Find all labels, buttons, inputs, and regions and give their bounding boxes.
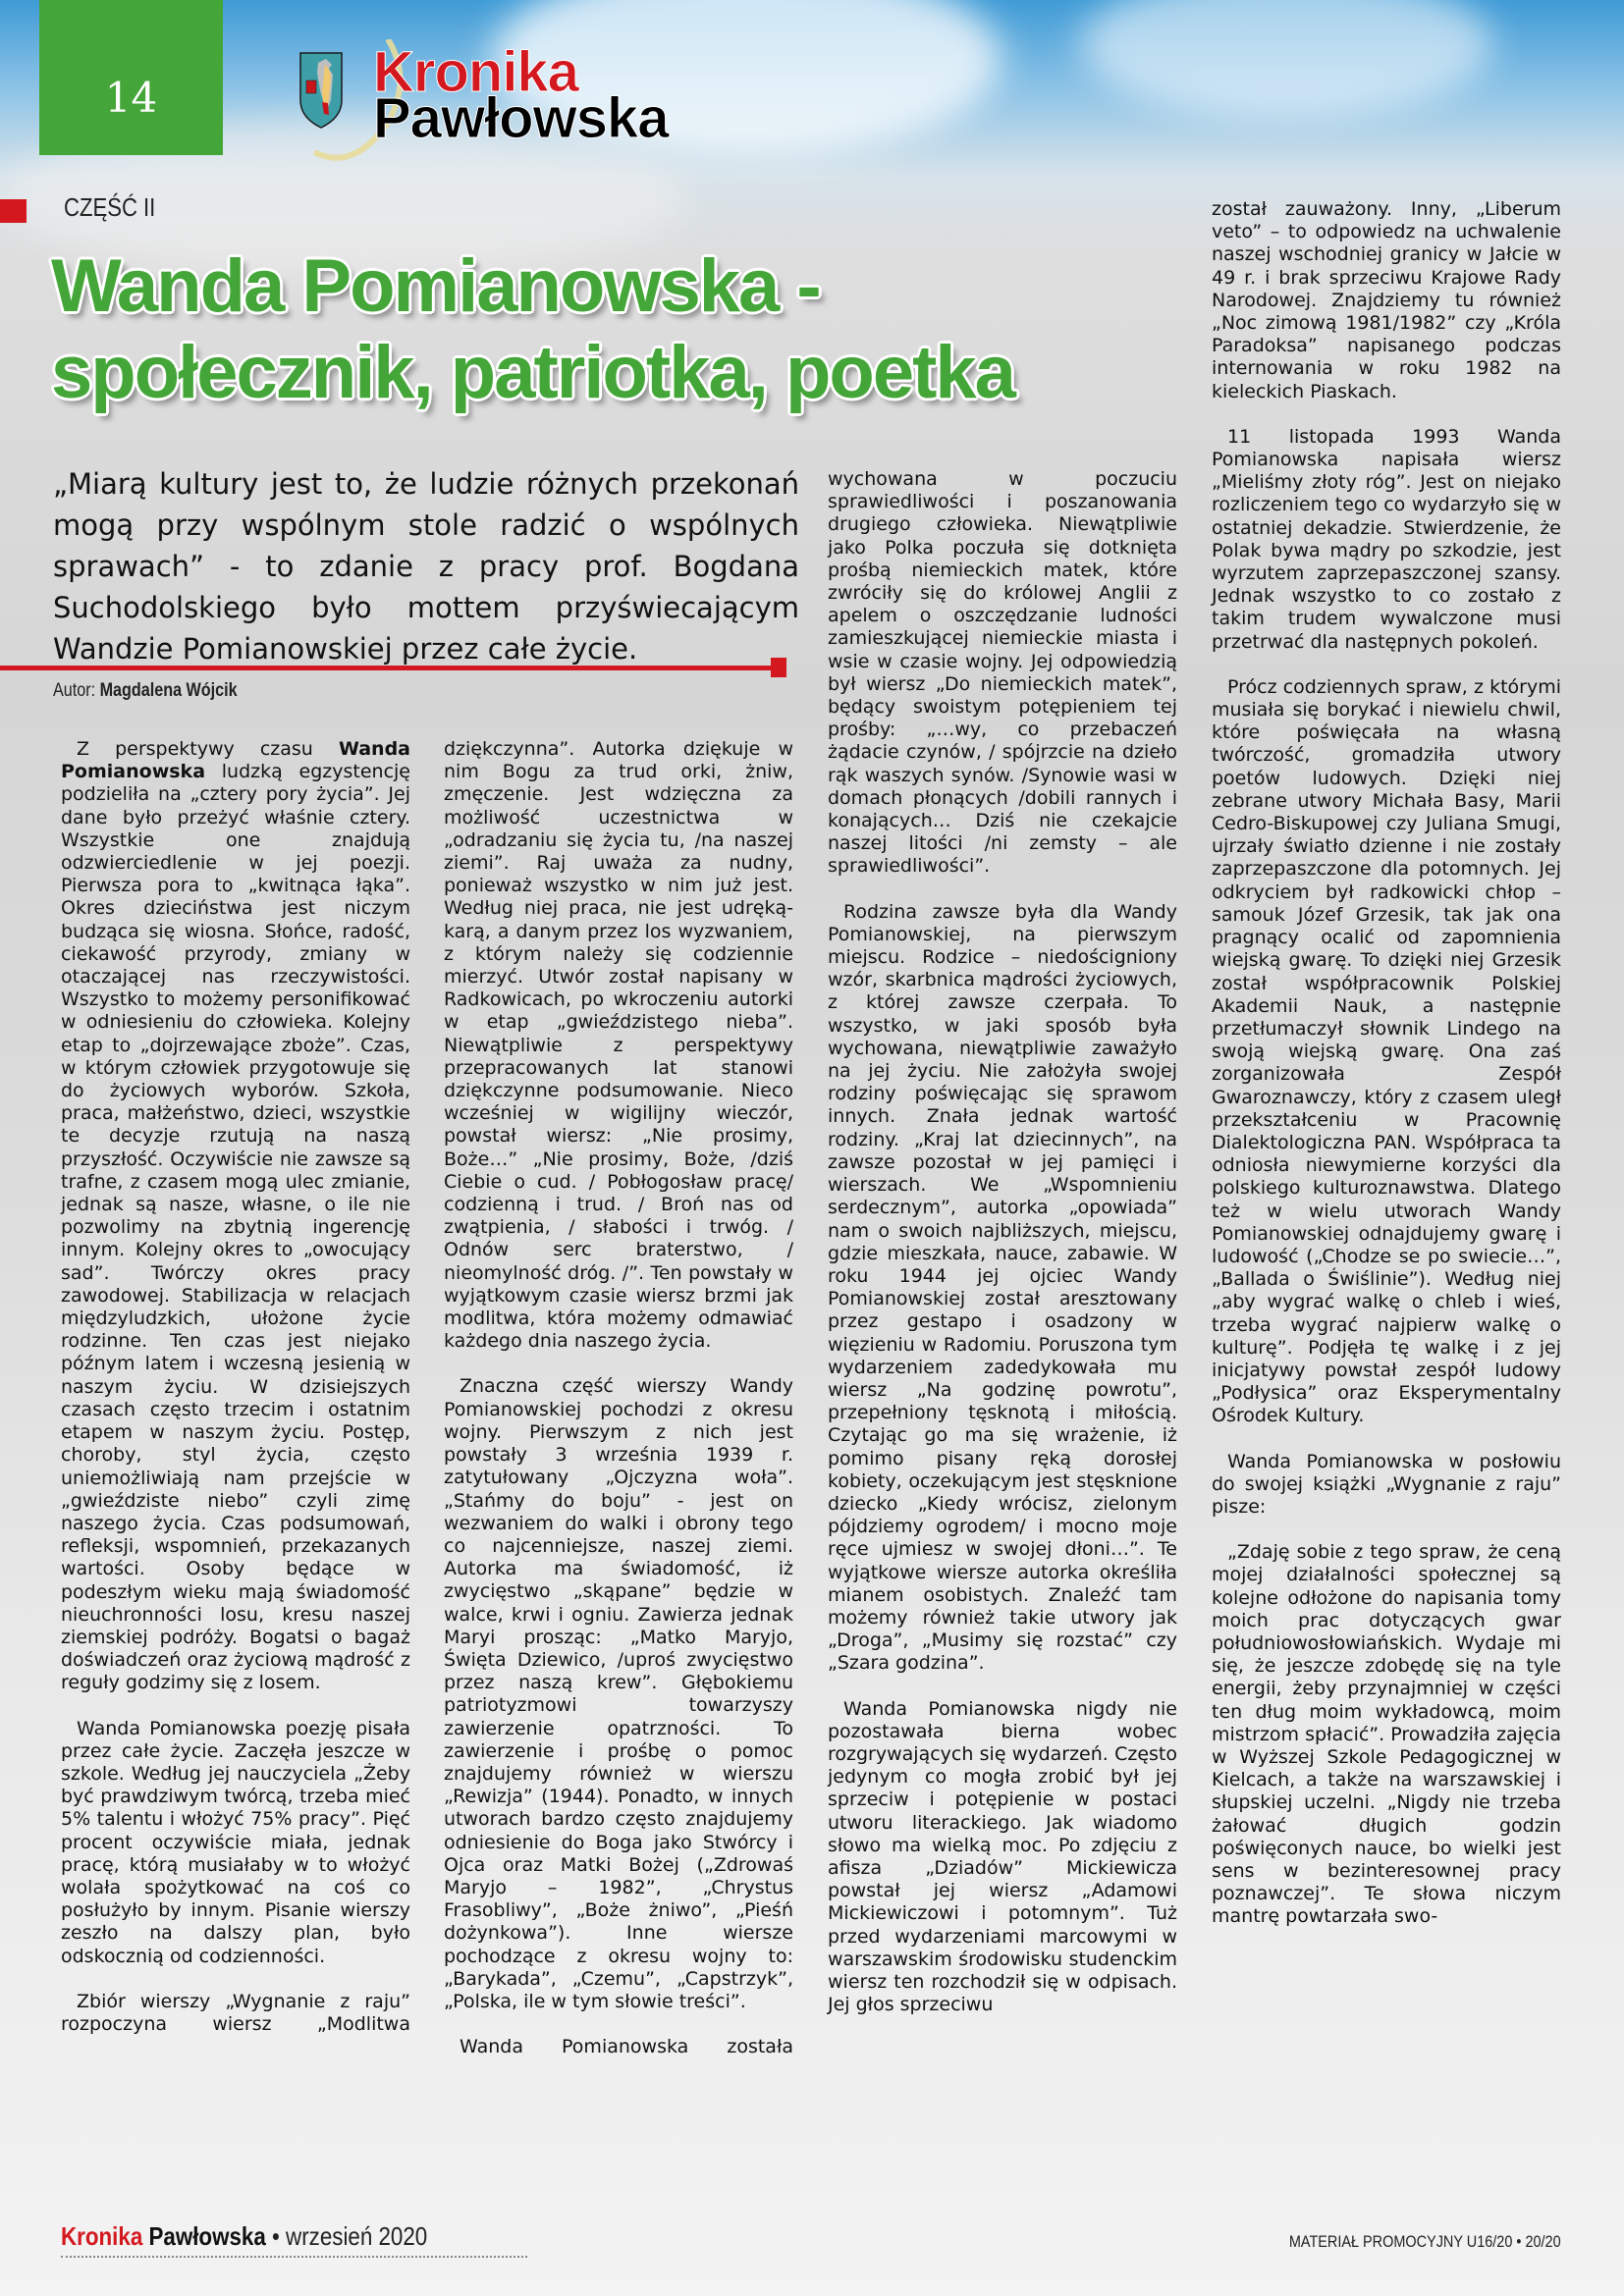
paragraph: został zauważony. Inny, „Liberum veto” – to odpowiedz na uchwalenie naszej wschodniej granicy w Jałcie w 49 r. i brak sprzeciwu Krajowe Rady Narodowej. Znajdziemy tu również „Noc zimową 1981/1982” czy „Króla Paradoksa” napisanego podczas internowania w roku 1982 na kieleckich Piaskach.: [1212, 198, 1561, 402]
paragraph: Wanda Pomianowska została: [460, 2036, 793, 2058]
article-lead: „Miarą kultury jest to, że ludzie różnych przekonań mogą przy wspólnym stole radzić o wspólnych sprawach” - to zdanie z pracy prof. Bogdana Suchodolskiego było mottem przyświecającym Wandzie Pomianowskiej przez całe życie.: [53, 467, 799, 666]
article-column-4: [1212, 198, 1561, 1951]
paragraph: Wanda Pomianowska w posłowiu do swojej książki „Wygnanie z raju” pisze:: [1212, 1450, 1561, 1518]
paragraph: 11 listopada 1993 Wanda Pomianowska napisała wiersz „Mieliśmy złoty róg”. Jest on niejako rozliczeniem tego co wydarzyło się w ostatniej dekadzie. Stwierdzenie, że Polak bywa mądry po szkodzie, jest wyrzutem zaprzepaszczonej szansy. Jednak wszystko to co zostało z takim trudem wywalczone musi przetrwać dla następnych pokoleń.: [1212, 425, 1561, 653]
article-title-line-1: Wanda Pomianowska -: [51, 244, 820, 328]
page-number: 14: [39, 0, 223, 155]
paragraph: Zbiór wierszy „Wygnanie z raju” rozpoczyna wiersz „Modlitwa: [61, 1990, 410, 2035]
byline-prefix: Autor:: [53, 680, 100, 701]
lead-divider-cap: [771, 658, 786, 677]
footer-brand-black: Pawłowska: [148, 2221, 266, 2251]
coat-of-arms-icon: [298, 51, 344, 130]
article-column-2: [444, 738, 793, 2081]
footer-brand-red: Kronika: [61, 2221, 143, 2251]
paragraph: dziękczynna”. Autorka dziękuje w nim Bogu za trud orki, żniw, zmęczenie. Jest wdzięczna za możliwość uczestnictwa w „odradzaniu się życia tu, /na naszej ziemi”. Raj uważa za nudny, ponieważ wszystko w nim już jest. Według niej praca, nie jest udręką-karą, a danym przez los wyzwaniem, z którym należy się codziennie mierzyć. Utwór został napisany w Radkowicach, po wkroczeniu autorki w etap „gwieździstego nieba”. Niewątpliwie z perspektywy przepracowanych lat stanowi dziękczynne podsumowanie. Nieco wcześniej w wigilijny wieczór, powstał wiersz: „Nie prosimy, Boże…” „Nie prosimy, Boże, /dziś Ciebie o cud. / Pobłogosław pracę/ codzienną i trud. / Broń nas od zwątpienia, / słabości i trwóg. / Odnów serc braterstwo, / nieomylność dróg. /”. Ten powstały w wyjątkowym czasie wiersz brzmi jak modlitwa, która możemy odmawiać każdego dnia naszego życia.: [444, 738, 793, 1353]
paragraph: Znaczna część wierszy Wandy Pomianowskiej pochodzi z okresu wojny. Pierwszym z nich jest powstały 3 września 1939 r. zatytułowany „Ojczyzna woła”. „Stańmy do boju” - jest on wezwaniem do walki i obrony tego co najcenniejsze, naszej ziemi. Autorka ma świadomość, iż zwycięstwo „skąpane” będzie w walce, krwi i ogniu. Zawierza jednak Maryi prosząc: „Matko Maryjo, Święta Dziewico, /uproś zwycięstwo przez naszą krew”. Głębokiemu patriotyzmowi towarzyszy zawierzenie opatrzności. To zawierzenie i prośbę o pomoc znajdujemy również w wierszu „Rewizja” (1944). Ponadto, w innych utworach bardzo często znajdujemy odniesienie do Boga jako Stwórcy i Ojca oraz Matki Bożej („Zdrowaś Maryjo – 1982”, „Chrystus Frasobliwy”, „Boże żniwo”, „Pieśń dożynkowa”). Inne wiersze pochodzące z okresu wojny to: „Barykada”, „Czemu”, „Capstrzyk”, „Polska, ile w tym słowie treści”.: [444, 1375, 793, 2012]
paragraph-text: Z perspektywy czasu: [77, 738, 339, 760]
paragraph-text: ludzką egzystencję podzieliła na „cztery pory życia”. Jej dane było przeżyć właśnie cztery. Wszystkie one znajdują odzwierciedlenie w jej poezji. Pierwsza pora to „kwitnąca łąka”. Okres dzieciństwa jest niczym budząca się wiosna. Słońce, radość, ciekawość przyrody, zmiany w otaczającej nas rzeczywistości. Wszystko to możemy personifikować w odniesieniu do człowieka. Kolejny etap to „dojrzewające zboże”. Czas, w którym człowiek przygotowuje się do życiowych wyborów. Szkoła, praca, małżeństwo, dzieci, wszystkie te decyzje rzutują na naszą przyszłość. Oczywiście nie zawsze są trafne, z czasem mogą ulec zmianie, jednak są nasze, własne, o ile nie pozwolimy na zbytnią ingerencję innym. Kolejny okres to „owocujący sad”. Twórczy okres pracy zawodowej. Stabilizacja w relacjach międzyludzkich, ułożone życie rodzinne. Ten czas jest niejako późnym latem i wczesną jesienią w naszym życiu. W dzisiejszych czasach często trzecim i ostatnim etapem w naszym życiu. Postęp, choroby, styl życia, często uniemożliwiają nam przejście w „gwieździste niebo” czyli zimę naszego życia. Czas podsumowań, refleksji, wspomnień, przekazanych wartości. Osoby będące w podeszłym wieku mają świadomość nieuchronności losu, kresu naszej ziemskiej podróży. Bogatsi o bagaż doświadczeń oraz życiową mądrość z reguły godzimy się z losem.: [61, 761, 410, 1694]
publication-logo: [295, 39, 766, 157]
footer-separator: •: [265, 2221, 287, 2251]
footer-publication: [61, 2221, 427, 2252]
article-column-1: [61, 738, 410, 2058]
logo-text-kronika: Kronika: [373, 40, 578, 104]
paragraph: wychowana w poczuciu sprawiedliwości i poszanowania drugiego człowieka. Niewątpliwie jako Polka poczuła się dotknięta prośbą niemieckich matek, które zwróciły się do królowej Anglii z apelem o oszczędzanie ludności zamieszkującej niemieckie miasta i wsie w czasie wojny. Jej odpowiedzią był wiersz „Do niemieckich matek”, będący swoistym potępieniem tej prośby: „…wy, co przebaczeń żądacie czynów, / spójrzcie na dzieło rąk waszych synów. /Synowie wasi w domach płonących /dobili rannych i konających… Dziś nie czekajcie naszej litości /ni zemsty – ale sprawiedliwości”.: [828, 468, 1177, 878]
paragraph: Wanda Pomianowska nigdy nie pozostawała bierna wobec rozgrywających się wydarzeń. Często jedynym co mogła zrobić był jej sprzeciw i potępienie w postaci utworu literackiego. Jak wiadomo słowo ma wielką moc. Po zdjęciu z afisza „Dziadów” Mickiewicza powstał jej wiersz „Adamowi Mickiewiczowi i potomnym”. Tuż przed wydarzeniami marcowymi w warszawskim środowisku studenckim wiersz ten rozchodził się w odpisach. Jej głos sprzeciwu: [828, 1697, 1177, 2016]
section-label: CZĘŚĆ II: [64, 192, 156, 222]
article-byline: [53, 680, 238, 702]
footer-issue-date: wrzesień 2020: [286, 2221, 428, 2251]
logo-text-pawlowska: Pawłowska: [373, 86, 669, 150]
quote-paragraph: „Zdaję sobie z tego spraw, że ceną mojej działalności społecznej są kolejne odłożone do napisania tomy moich prac dotyczących gwar południowosłowiańskich. Wydaje mi się, że jeszcze zdobędę się na tyle energii, żeby przynajmniej w części ten dług moim wykładowcą, moim mistrzom spłacić”. Prowadziła zajęcia w Wyższej Szkole Pedagogicznej w Kielcach, a także na warszawskiej i słupskiej uczelni. „Nigdy nie trzeba żałować długich godzin poświęconych nauce, bo wielki jest sens w bezinteresownej pracy poznawczej”. Te słowa niczym mantrę powtarzała swo-: [1212, 1541, 1561, 1928]
background-cloud: [1080, 0, 1492, 118]
article-title-line-2: społecznik, patriotka, poetka: [51, 331, 1014, 414]
paragraph: Rodzina zawsze była dla Wandy Pomianowskiej, na pierwszym miejscu. Rodzice – niedościgniony wzór, skarbnica mądrości życiowych, z której zawsze czerpała. To wszystko, w jaki sposób była wychowana, niewątpliwie zaważyło na jej życiu. Nie założyła swojej rodziny poświęcając się sprawom innych. Znała jednak wartość rodziny. „Kraj lat dziecinnych”, na zawsze pozostał w jej pamięci i wierszach. We „Wspomnieniu serdecznym”, autorka „opowiada” nam o swoich najbliższych, miejscu, gdzie mieszkała, nauce, zabawie. W roku 1944 jej ojciec Wandy Pomianowskiej został aresztowany przez gestapo i osadzony w więzieniu w Radomiu. Poruszona tym wydarzeniem zadedykowała mu wiersz „Na godzinę powrotu”, przepełniony tęsknotą i miłością. Czytając go ma się wrażenie, iż pomimo pisany ręką dorosłej kobiety, oczekującym jest stęsknione dziecko „Kiedy wrócisz, zielonym pójdziemy ogrodem/ i mocno moje ręce ujmiesz w swojej dłoni…”. Te wyjątkowe wiersze autorka określiła mianem osobistych. Znaleźć tam możemy również takie utwory jak „Droga”, „Musimy się rozstać” czy „Szara godzina”.: [828, 900, 1177, 1675]
lead-divider: [0, 666, 781, 670]
paragraph: [61, 738, 410, 1695]
section-marker: [0, 199, 27, 223]
subject-name: Wanda Pomianowska: [61, 738, 410, 783]
paragraph: Wanda Pomianowska poezję pisała przez całe życie. Zaczęła jeszcze w szkole. Według jej nauczyciela „Żeby być prawdziwym twórcą, trzeba mieć 5% talentu i włożyć 75% pracy”. Pięć procent oczywiście miała, jednak pracę, którą musiałaby w to włożyć wolała spożytkować na coś co posłużyło by innym. Pisanie wierszy zeszło na dalszy plan, było odskocznią od codzienności.: [61, 1717, 410, 1967]
article-title: [51, 243, 1200, 416]
article-column-3: [828, 468, 1177, 2039]
paragraph: Prócz codziennych spraw, z którymi musiała się borykać i niewielu chwil, które poświęcała na własną twórczość, gromadziła utwory poetów ludowych. Dzięki niej zebrane utwory Michała Basy, Marii Cedro-Biskupowej czy Juliana Smugi, ujrzały światło dzienne i nie zostały zaprzepaszczone dla potomnych. Jej odkryciem był radkowicki chłop – samouk Józef Grzesik, tak jak ona pragnący ocalić od zapomnienia wiejską gwarę. To dzięki niej Grzesik został współpracownik Polskiej Akademii Nauk, a następnie przetłumaczył słownik Lindego na swoją wiejską gwarę. Ona zaś zorganizowała Zespół Gwaroznawczy, który z czasem uległ przekształceniu w Pracownię Dialektologiczna PAN. Współpraca ta odniosła niewymierne korzyści dla polskiego kulturoznawstwa. Dlatego też w wielu utworach Wandy Pomianowskiej odnajdujemy gwarę i ludowość („Chodze se po swiecie…”, „Ballada o Świślinie”). Według niej „aby wygrać walkę o chleb i wieś, trzeba wygrać najpierw walkę o kulturę”. Podjęła tę walkę i z jej inicjatywy powstał zespół ludowy „Podłysica” oraz Eksperymentalny Ośrodek Kultury.: [1212, 675, 1561, 1427]
byline-author: Magdalena Wójcik: [99, 680, 238, 701]
footer-dotted-rule: [61, 2256, 527, 2258]
footer-promo-note: MATERIAŁ PROMOCYJNY U16/20 • 20/20: [1289, 2232, 1561, 2251]
